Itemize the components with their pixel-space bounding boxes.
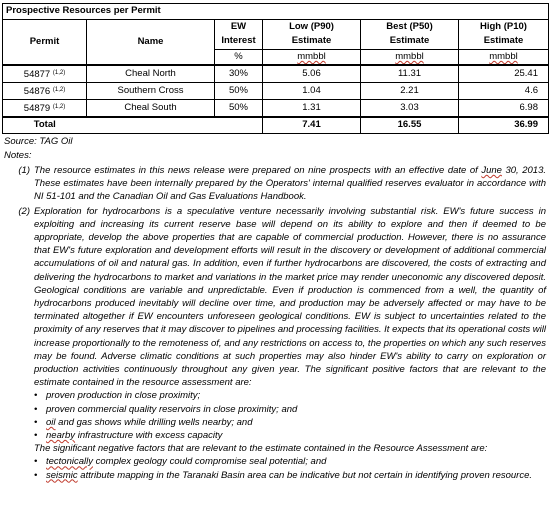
- header-permit: Permit: [3, 34, 87, 49]
- total-row: [3, 117, 549, 133]
- prospective-resources-table: [2, 3, 549, 134]
- negative-factors-list: [34, 455, 546, 481]
- table-row: [3, 100, 549, 118]
- header-estimate-high: Estimate: [459, 34, 549, 49]
- cell-name: Cheal South: [87, 100, 215, 118]
- list-item: • proven commercial quality reservoirs in close proximity; and: [34, 403, 298, 415]
- cell-best: 3.03: [361, 100, 459, 118]
- unit-interest: %: [215, 49, 263, 65]
- cell-permit: 54876 $^{(1,2)}$: [3, 83, 87, 100]
- note-1: [4, 164, 546, 204]
- notes-label: Notes:: [4, 150, 32, 161]
- cell-interest: 50%: [215, 83, 263, 100]
- header-estimate-best: Estimate: [361, 34, 459, 49]
- unit-low: mmbbl: [263, 49, 361, 65]
- header-best: Best (P50): [361, 19, 459, 34]
- cell-name: Cheal North: [87, 65, 215, 83]
- list-item: • seismic attribute mapping in the Taranaki Basin area can be indicative but not certain in identifying proven resource.: [34, 469, 533, 481]
- header-name: Name: [87, 34, 215, 49]
- total-best: 16.55: [361, 117, 459, 133]
- list-item: • tectonically complex geology could compromise seal potential; and: [34, 456, 327, 468]
- note-number: (2): [18, 205, 30, 217]
- cell-low: 5.06: [263, 65, 361, 83]
- cell-permit: 54877 $^{(1,2)}$: [3, 65, 87, 83]
- note-number: (1): [18, 165, 30, 176]
- note-text: Exploration for hydrocarbons is a speculative venture necessarily involving substantial risk. EW's future success in exploiting and increasing its current reserve base will depend on its ability to explore and then if deemed to be appropriate, develop the above properties that are capable of commercial production. However, there is no assurance that EW's future exploration and development efforts will result in the discovery or development of additional commercial accumulations of oil and natural gas. In addition, even if further hydrocarbons are discovered, the costs of extracting and delivering the hydrocarbons to market and variations in the market price may render uneconomic any discovered deposit. Geological conditions are variable and unpredictable. Even if production is commenced from a well, the quantity of hydrocarbons produced inevitably will decline over time, and production may be adversely affected or may have to be terminated altogether if EW encounters unforeseen geological conditions. EW is subject to uncertainties related to the proximity of any reserves that it may discover to pipelines and processing facilities. It expects that its operational costs will increase proportionally to the remoteness of, and any restrictions on access to, the properties on which any such reserves may be found. Adverse climatic conditions at such properties may also hinder EW's ability to carry on exploration or production activities continuously throughout any given year. The significant positive factors that are relevant to the estimate contained in the resource assessment are: • proven production in close proximity; • proven commercial quality reservoirs in close proximity; and • oil and gas shows while drilling wells nearby; and • nearby infrastructure with excess capacity The significant negative factors that are relevant to the estimate contained in the Resource Assessment are: • tectonically complex geology could compromise seal potential; and • seismic attribute mapping in the Taranaki Basin area can be indicative but not certain in identifying proven resource.: [34, 205, 546, 481]
- note-2: [4, 205, 546, 482]
- unit-best: mmbbl: [361, 49, 459, 65]
- cell-high: 4.6: [459, 83, 549, 100]
- total-high: 36.99: [459, 117, 549, 133]
- header-high: High (P10): [459, 19, 549, 34]
- header-ew: EW: [215, 19, 263, 34]
- cell-best: 11.31: [361, 65, 459, 83]
- cell-name: Southern Cross: [87, 83, 215, 100]
- notes-list: [4, 164, 546, 483]
- units-row: [3, 49, 549, 65]
- list-item: • oil and gas shows while drilling wells nearby; and: [34, 416, 253, 428]
- cell-high: 6.98: [459, 100, 549, 118]
- table-row: [3, 65, 549, 83]
- cell-interest: 30%: [215, 65, 263, 83]
- list-item: • nearby infrastructure with excess capacity: [34, 430, 223, 442]
- source-line: Source: TAG Oil: [4, 136, 73, 147]
- table-title-row: [3, 4, 549, 20]
- cell-best: 2.21: [361, 83, 459, 100]
- header-estimate-low: Estimate: [263, 34, 361, 49]
- cell-interest: 50%: [215, 100, 263, 118]
- note-text: The resource estimates in this news release were prepared on nine prospects with an effective date of June 30, 2013. These estimates have been internally prepared by the Operators' internal qualified reserves evaluator in accordance with NI 51-101 and the Canadian Oil and Gas Evaluations Handbook.: [34, 165, 547, 203]
- header-interest: Interest: [215, 34, 263, 49]
- table-row: [3, 83, 549, 100]
- total-low: 7.41: [263, 117, 361, 133]
- cell-low: 1.04: [263, 83, 361, 100]
- cell-low: 1.31: [263, 100, 361, 118]
- header-row-bottom: [3, 34, 549, 49]
- unit-high: mmbbl: [459, 49, 549, 65]
- list-item: • proven production in close proximity;: [34, 390, 201, 402]
- header-low: Low (P90): [263, 19, 361, 34]
- total-label: Total: [3, 117, 87, 133]
- header-row-top: [3, 19, 549, 34]
- table-title: Prospective Resources per Permit: [3, 4, 263, 20]
- negative-factors-intro: The significant negative factors that are relevant to the estimate contained in the Resource Assessment are:: [34, 443, 488, 455]
- cell-permit: 54879 $^{(1,2)}$: [3, 100, 87, 118]
- positive-factors-list: [34, 389, 546, 442]
- cell-high: 25.41: [459, 65, 549, 83]
